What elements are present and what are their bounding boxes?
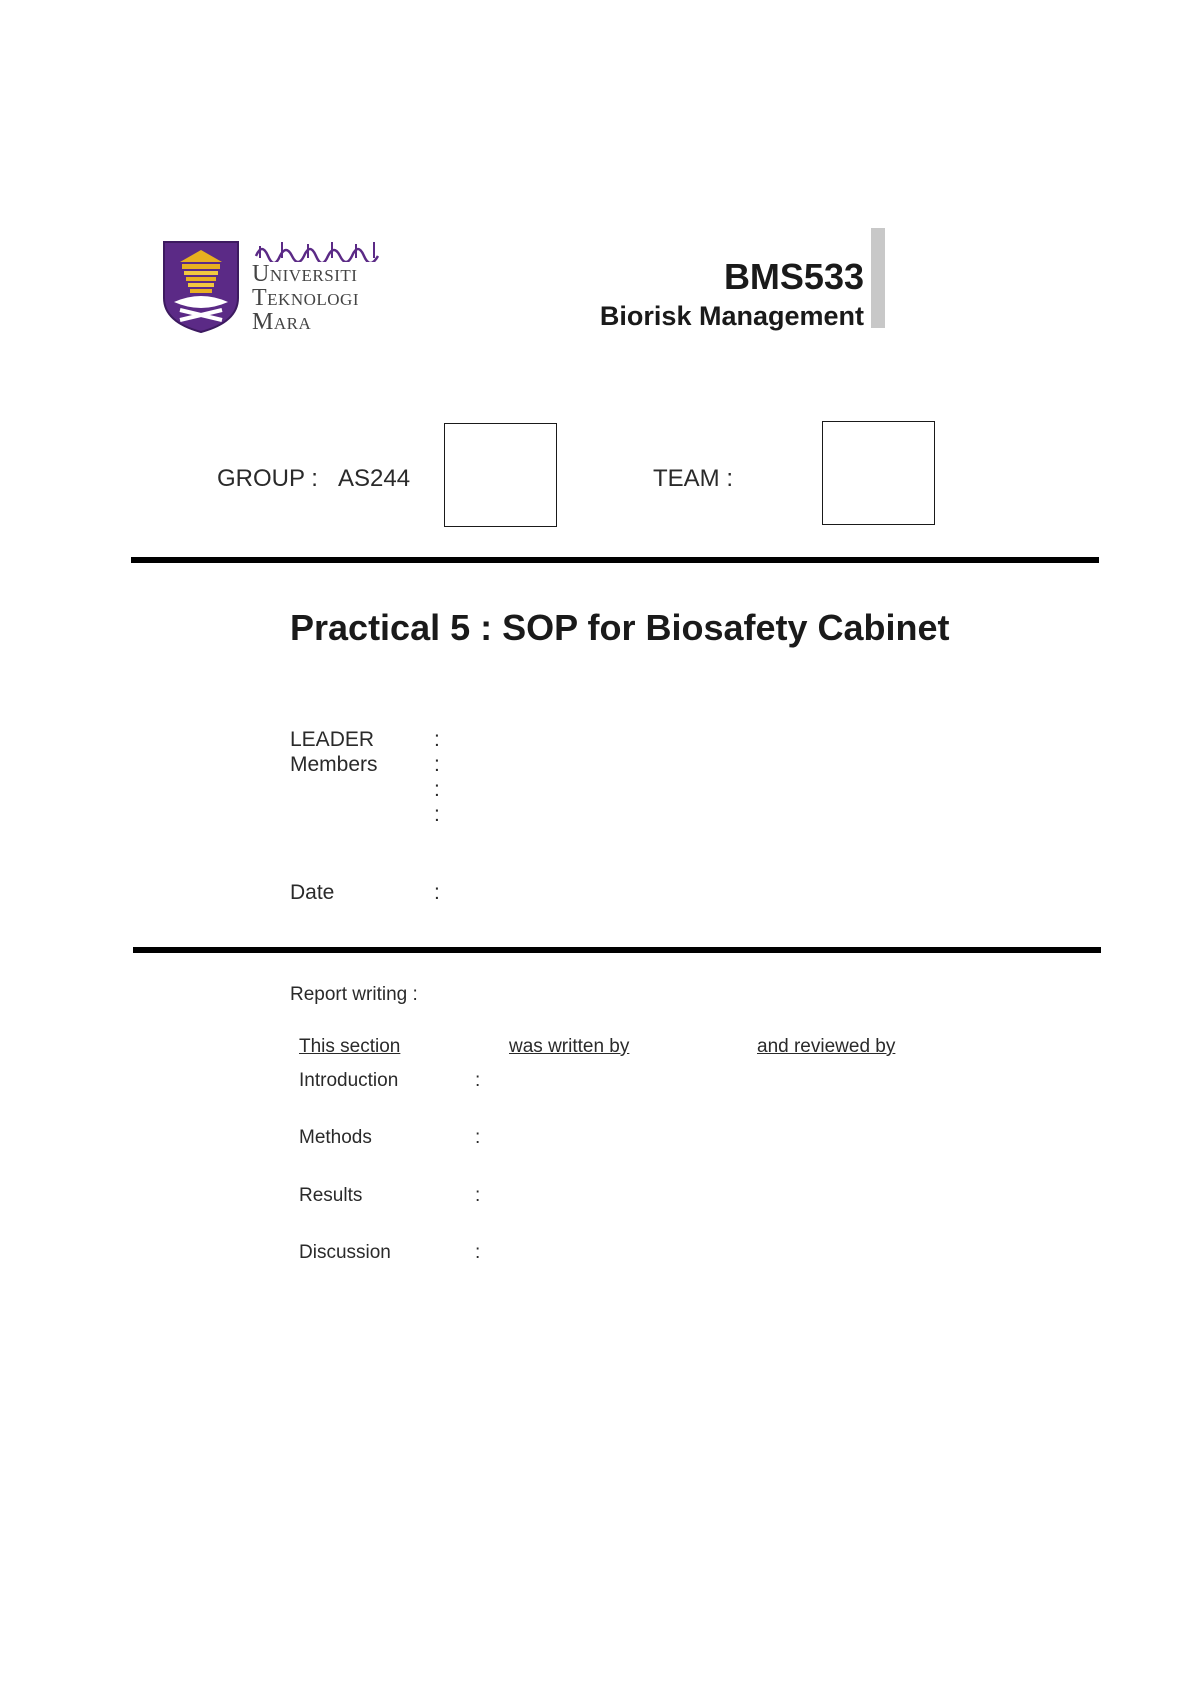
date-label: Date (290, 881, 335, 904)
team-label: TEAM : (653, 465, 734, 492)
member-3-colon: : (434, 803, 440, 826)
leader-label: LEADER (290, 728, 375, 751)
row-introduction: Introduction (299, 1070, 399, 1091)
row-methods-colon: : (475, 1127, 481, 1148)
column-reviewed-by: and reviewed by (757, 1036, 896, 1057)
row-introduction-colon: : (475, 1070, 481, 1091)
leader-colon: : (434, 728, 440, 751)
header-accent-bar (871, 228, 885, 328)
column-this-section: This section (299, 1036, 401, 1057)
arabic-script-logo (252, 238, 384, 262)
group-label: GROUP : (217, 465, 318, 492)
group-value: AS244 (338, 465, 411, 492)
uitm-crest-icon (162, 240, 240, 334)
divider-bottom (133, 947, 1101, 953)
logo-text-mara: Mara (252, 309, 312, 335)
date-colon: : (434, 881, 440, 904)
row-discussion: Discussion (299, 1242, 391, 1263)
logo-text-teknologi: Teknologi (252, 285, 359, 311)
members-label: Members (290, 753, 378, 776)
divider-top (131, 557, 1099, 563)
group-box[interactable] (444, 423, 557, 527)
row-discussion-colon: : (475, 1242, 481, 1263)
member-1-colon: : (434, 753, 440, 776)
university-logo (162, 238, 392, 338)
practical-title: Practical 5 : SOP for Biosafety Cabinet (290, 607, 950, 648)
row-methods: Methods (299, 1127, 372, 1148)
report-writing-heading: Report writing : (290, 984, 418, 1005)
row-results-colon: : (475, 1185, 481, 1206)
row-results: Results (299, 1185, 363, 1206)
course-name: Biorisk Management (599, 301, 864, 331)
member-2-colon: : (434, 778, 440, 801)
column-written-by: was written by (509, 1036, 630, 1057)
course-code: BMS533 (723, 256, 864, 297)
team-box[interactable] (822, 421, 935, 525)
logo-text-universiti: Universiti (252, 261, 358, 287)
